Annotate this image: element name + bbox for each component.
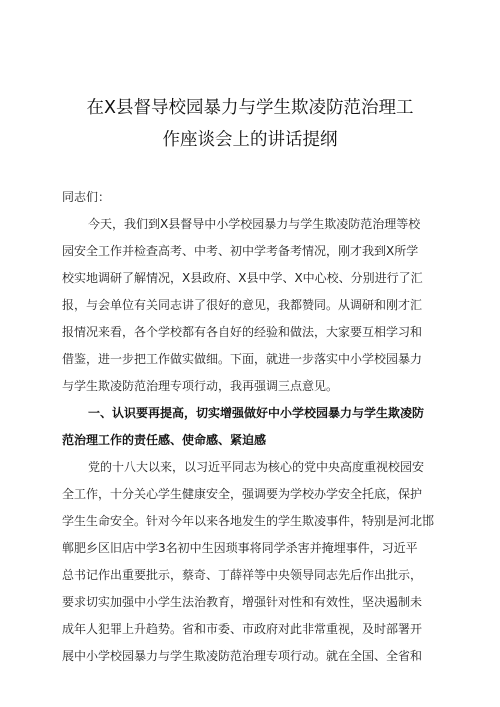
paragraph-line: 报，与会单位有关同志讲了很好的意见，我都赞同。从调研和刚才汇 bbox=[62, 298, 423, 312]
paragraph-line: 报情况来看，各个学校都有各自好的经验和做法，大家要互相学习和 bbox=[62, 325, 423, 339]
document-title-line-2: 作座谈会上的讲话提纲 bbox=[162, 130, 338, 150]
paragraph-line: 党的十八大以来，以习近平同志为核心的党中央高度重视校园安 bbox=[88, 460, 425, 474]
paragraph-line: 校实地调研了解情况，X县政府、X县中学、X中心校、分别进行了汇 bbox=[62, 271, 423, 285]
paragraph-line: 全工作，十分关心学生健康安全，强调要为学校办学安全托底，保护 bbox=[62, 487, 423, 501]
salutation: 同志们： bbox=[62, 190, 111, 204]
paragraph-line: 园安全工作并检查高考、中考、初中学考备考情况，刚才我到X所学 bbox=[62, 244, 419, 258]
paragraph-line: 郸肥乡区旧店中学3名初中生因琐事将同学杀害并掩埋事件，习近平 bbox=[62, 541, 418, 555]
paragraph-line: 总书记作出重要批示，蔡奇、丁薛祥等中央领导同志先后作出批示， bbox=[62, 568, 423, 582]
paragraph-line: 展中小学校园暴力与学生欺凌防范治理专项行动。就在全国、全省和 bbox=[62, 649, 423, 663]
section-heading-line-2: 范治理工作的责任感、使命感、紧迫感 bbox=[62, 433, 267, 447]
paragraph-line: 今天，我们到X县督导中小学校园暴力与学生欺凌防范治理等校 bbox=[88, 217, 421, 231]
paragraph-line: 成年人犯罪上升趋势。省和市委、市政府对此非常重视，及时部署开 bbox=[62, 622, 423, 636]
paragraph-line: 学生生命安全。针对今年以来各地发生的学生欺凌事件，特别是河北邯 bbox=[62, 514, 435, 528]
paragraph-line: 借鉴，进一步把工作做实做细。下面，就进一步落实中小学校园暴力 bbox=[62, 352, 423, 366]
paragraph-line: 要求切实加强中小学生法治教育，增强针对性和有效性，坚决遏制未 bbox=[62, 595, 423, 609]
section-heading-line-1: 一、认识要再提高，切实增强做好中小学校园暴力与学生欺凌防 bbox=[88, 406, 425, 420]
paragraph-line: 与学生欺凌防范治理专项行动，我再强调三点意见。 bbox=[62, 379, 339, 393]
document-title-line-1: 在X县督导校园暴力与学生欺凌防范治理工 bbox=[86, 98, 414, 118]
